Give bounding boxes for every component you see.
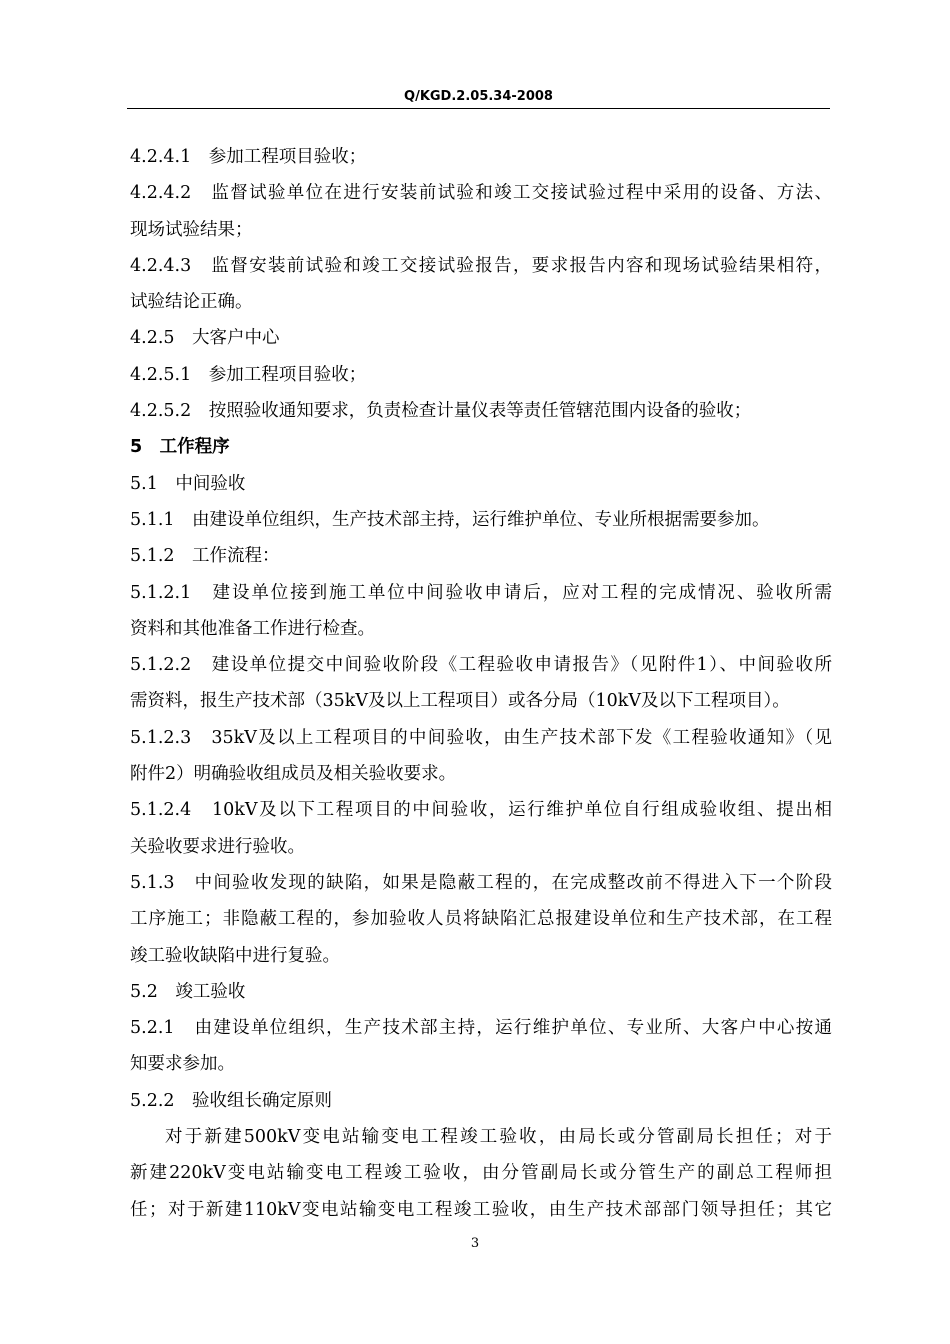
page-header [127, 86, 830, 109]
text-line: 竣工验收缺陷中进行复验。 [130, 945, 340, 966]
text-line: 对于新建500kV变电站输变电工程竣工验收，由局长或分管副局长担任；对于 [165, 1127, 832, 1148]
text-line: 试验结论正确。 [130, 292, 253, 313]
text-line: 4.2.5.1 参加工程项目验收； [130, 364, 367, 385]
text-line: 关验收要求进行验收。 [130, 836, 305, 857]
text-line: 知要求参加。 [130, 1054, 235, 1075]
text-line: 现场试验结果； [130, 219, 253, 240]
text-line: 5.1.3 中间验收发现的缺陷，如果是隐蔽工程的，在完成整改前不得进入下一个阶段 [130, 872, 832, 893]
page-number: 3 [470, 1236, 480, 1251]
text-line: 4.2.4.2 监督试验单位在进行安装前试验和竣工交接试验过程中采用的设备、方法、 [130, 183, 832, 204]
text-line: 5.2 竣工验收 [130, 981, 246, 1002]
text-line: 附件2）明确验收组成员及相关验收要求。 [130, 764, 457, 785]
text-line: 5.1.2 工作流程： [130, 546, 280, 567]
text-line: 5.2.1 由建设单位组织，生产技术部主持，运行维护单位、专业所、大客户中心按通 [130, 1018, 832, 1039]
text-line: 新建220kV变电站输变电工程竣工验收，由分管副局长或分管生产的副总工程师担 [130, 1163, 832, 1184]
document-code: Q/KGD.2.05.34-2008 [404, 89, 553, 104]
text-line: 4.2.5.2 按照验收通知要求，负责检查计量仪表等责任管辖范围内设备的验收； [130, 401, 752, 422]
section-heading: 5 工作程序 [130, 437, 230, 458]
text-line: 任；对于新建110kV变电站输变电工程竣工验收，由生产技术部部门领导担任；其它 [130, 1199, 832, 1220]
document-body [130, 139, 832, 1228]
text-line: 4.2.4.1 参加工程项目验收； [130, 147, 367, 167]
text-line: 需资料，报生产技术部（35kV及以上工程项目）或各分局（10kV及以下工程项目）。 [130, 691, 790, 712]
text-line: 5.2.2 验收组长确定原则 [130, 1090, 333, 1111]
text-line: 5.1.2.1 建设单位接到施工单位中间验收申请后，应对工程的完成情况、验收所需 [130, 582, 832, 603]
text-line: 5.1.2.4 10kV及以下工程项目的中间验收，运行维护单位自行组成验收组、提出相 [130, 800, 832, 821]
text-line: 5.1.1 由建设单位组织，生产技术部主持，运行维护单位、专业所根据需要参加。 [130, 509, 770, 530]
text-line: 5.1 中间验收 [130, 473, 246, 494]
text-line: 5.1.2.3 35kV及以上工程项目的中间验收，由生产技术部下发《工程验收通知》（见 [130, 727, 832, 748]
text-line: 资料和其他准备工作进行检查。 [130, 618, 375, 639]
text-line: 工序施工；非隐蔽工程的，参加验收人员将缺陷汇总报建设单位和生产技术部，在工程 [130, 909, 832, 930]
text-line: 4.2.4.3 监督安装前试验和竣工交接试验报告，要求报告内容和现场试验结果相符， [130, 255, 832, 276]
text-line: 4.2.5 大客户中心 [130, 328, 280, 349]
text-line: 5.1.2.2 建设单位提交中间验收阶段《工程验收申请报告》（见附件1）、中间验收所 [130, 655, 832, 676]
